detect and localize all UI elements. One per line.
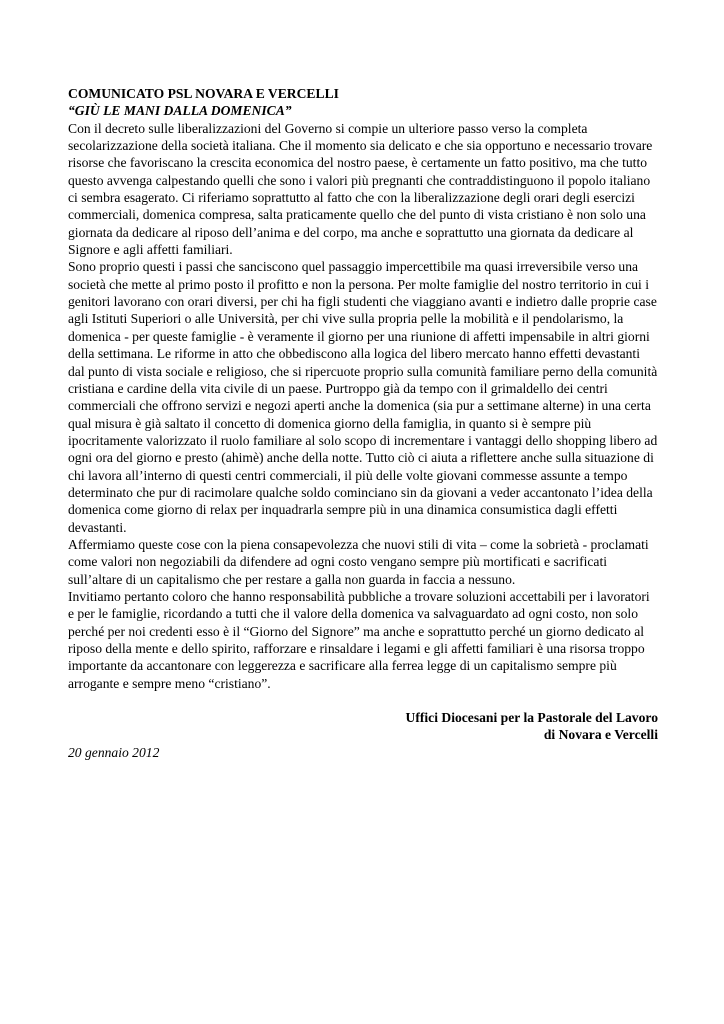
paragraph-3: Affermiamo queste cose con la piena consapevolezza che nuovi stili di vita – come la sobrietà - proclamati come valori non negoziabili da difendere ad ogni costo vengano sempre più mortificati e sacrificati sull’altare di un capitalismo che per restare a galla non guarda in faccia a nessuno. — [68, 536, 649, 587]
signature-line-1: Uffici Diocesani per la Pastorale del Lavoro — [405, 710, 658, 726]
paragraph-2: Sono proprio questi i passi che sanciscono quel passaggio impercettibile ma quasi irreversibile verso una società che mette al primo posto il profitto e non la persona. Per molte famiglie del nostro territorio in cui i genitori lavorano con orari diversi, per chi ha figli studenti che viaggiano avanti e indietro dalle proprie case agli Istituti Superiori o alle Università, per chi vive sulla propria pelle la mobilità e il pendolarismo, la domenica - per queste famiglie - è veramente il giorno per una riunione di affetti impensabile in altri giorni della settimana. Le riforme in atto che obbediscono alla logica del libero mercato hanno effetti devastanti dal punto di vista sociale e religioso, che si ripercuote proprio sulla comunità familiare perno della comunità cristiana e cardine della vita civile di un paese. Purtroppo già da tempo con il grimaldello dei centri commerciali che offrono servizi e negozi aperti anche la domenica (sia pur a settimane alterne) in una certa qual misura è già saltato il concetto di domenica giorno della famiglia, in quanto si è sempre più ipocritamente valorizzato il ruolo familiare al solo scopo di incrementare i vantaggi dello shopping libero ad ogni ora del giorno e presto (ahimè) anche della notte. Tutto ciò ci aiuta a riflettere anche sulla situazione di chi lavora all’interno di questi centri commerciali, il più delle volte giovani commesse assunte a tempo determinato che pur di racimolare qualche soldo cominciano sin da giovani a veder accantonato l’idea della domenica come giorno di relax per inquadrarla sempre più in una dinamica consumistica dagli effetti devastanti. — [68, 259, 658, 535]
paragraph-1: Con il decreto sulle liberalizzazioni del Governo si compie un ulteriore passo verso la completa secolarizzazione della società italiana. Che il momento sia delicato e che sia opportuno e necessario trovare risorse che favoriscano la crescita economica del nostro paese, è certamente un fatto positivo, ma che tutto questo avvenga calpestando quelli che sono i valori più pregnanti che contraddistinguono il popolo italiano ci sembra esagerato. Ci riferiamo soprattutto al fatto che con la liberalizzazione degli orari degli esercizi commerciali, domenica compresa, salta praticamente quello che del punto di vista cristiano è non solo una giornata da dedicare al riposo dell’anima e del corpo, ma anche e soprattutto una giornata da dedicare al Signore e agli affetti familiari. — [68, 120, 653, 258]
document-subtitle: “GIÙ LE MANI DALLA DOMENICA” — [68, 103, 292, 119]
signature-block — [68, 709, 658, 744]
document-date: 20 gennaio 2012 — [68, 744, 160, 760]
document-title: COMUNICATO PSL NOVARA E VERCELLI — [68, 86, 339, 101]
signature-line-2: di Novara e Vercelli — [543, 727, 658, 743]
document-page — [68, 85, 658, 761]
paragraph-4: Invitiamo pertanto coloro che hanno responsabilità pubbliche a trovare soluzioni accettabili per i lavoratori e per le famiglie, ricordando a tutti che il valore della domenica va salvaguardato ad ogni costo, non solo perché per noi credenti esso è il “Giorno del Signore” ma anche e soprattutto perché un giorno dedicato al riposo della mente e dello spirito, rafforzare e rinsaldare i legami e gli affetti familiari è una risorsa troppo importante da accantonare con leggerezza e sacrificare alla ferrea legge di un capitalismo sempre più arrogante e sempre meno “cristiano”. — [68, 588, 650, 691]
